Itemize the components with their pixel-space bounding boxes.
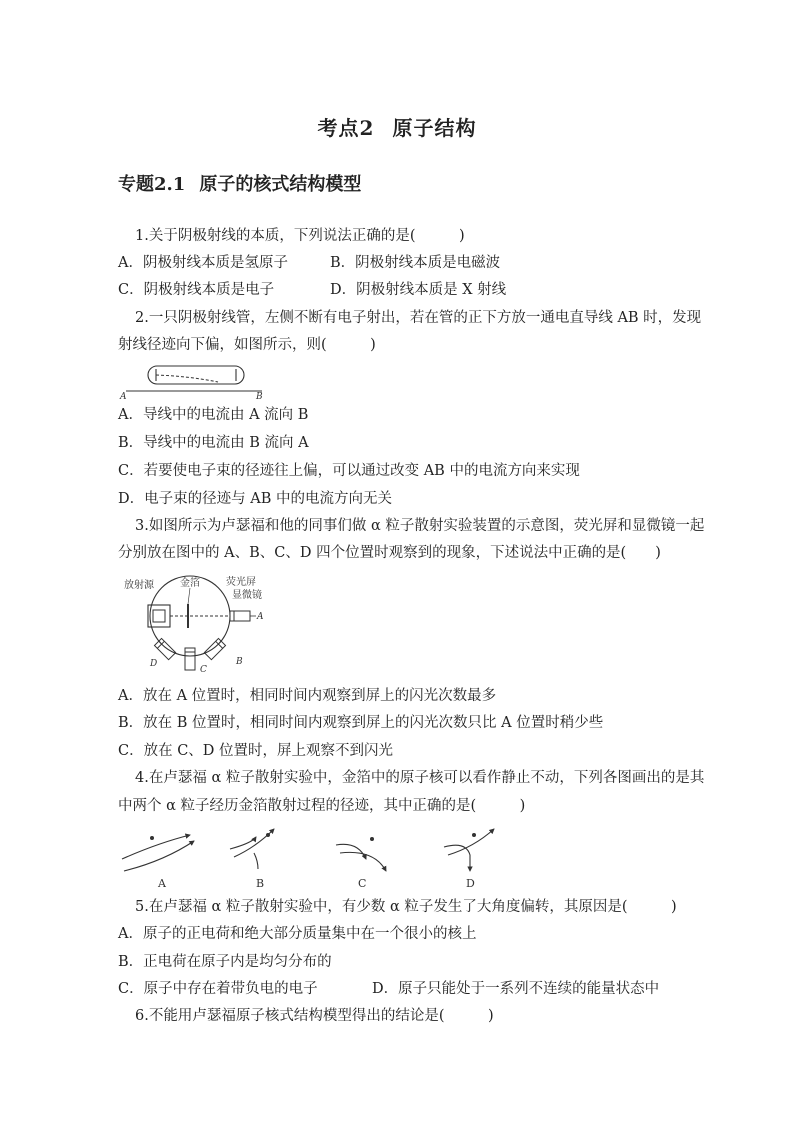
q2-option-a: A．导线中的电流由 A 流向 B <box>118 407 309 423</box>
section-title <box>118 170 361 196</box>
q2-option-c: C．若要使电子束的径迹往上偏，可以通过改变 AB 中的电流方向来实现 <box>118 463 580 479</box>
q5-option-a: A．原子的正电荷和绝大部分质量集中在一个很小的核上 <box>118 926 477 942</box>
q5-option-d: D．原子只能处于一系列不连续的能量状态中 <box>372 981 660 997</box>
position-b-label: B <box>236 657 243 667</box>
position-a-label: A <box>257 612 264 622</box>
path-diagram-d <box>444 829 494 890</box>
q2-stem-line2: 射线径迹向下偏，如图所示，则( ) <box>118 337 376 353</box>
q3-option-b: B．放在 B 位置时，相同时间内观察到屏上的闪光次数只比 A 位置时稍少些 <box>118 715 604 731</box>
title-part2: 原子结构 <box>392 116 477 140</box>
diagram-c-label: C <box>358 877 367 890</box>
diagram-d-label: D <box>466 877 475 890</box>
screen-label: 荧光屏 <box>226 577 256 588</box>
path-diagram-b <box>230 829 274 890</box>
q5-option-c: C．原子中存在着带负电的电子 <box>118 981 318 997</box>
nucleus-c <box>370 837 374 841</box>
q3-option-c: C．放在 C、D 位置时，屏上观察不到闪光 <box>118 743 394 759</box>
wire-end-a-label: A <box>120 392 127 402</box>
source-inner <box>153 610 165 622</box>
q2-option-d: D．电子束的径迹与 AB 中的电流方向无关 <box>118 491 392 507</box>
cathode-ray-tube-figure <box>118 362 278 402</box>
q1-stem: 1.关于阴极射线的本质，下列说法正确的是( ) <box>135 228 465 244</box>
foil-label: 金箔 <box>180 578 200 589</box>
source-label: 放射源 <box>124 580 154 591</box>
q3-stem-line2: 分别放在图中的 A、B、C、D 四个位置时观察到的现象，下述说法中正确的是( ) <box>118 545 661 561</box>
q2-option-b: B．导线中的电流由 B 流向 A <box>118 435 309 451</box>
wire-end-b-label: B <box>256 392 263 402</box>
q1-option-a: A．阴极射线本质是氢原子 <box>118 255 288 271</box>
q6-stem: 6.不能用卢瑟福原子核式结构模型得出的结论是( ) <box>135 1008 494 1024</box>
diagram-b-label: B <box>256 877 265 890</box>
section-name: 原子的核式结构模型 <box>199 174 362 195</box>
nucleus-a <box>150 836 154 840</box>
detector-b <box>204 638 225 659</box>
electron-beam-path <box>156 375 218 382</box>
section-number: 专题2.1 <box>118 174 186 195</box>
foil-leader <box>188 588 190 604</box>
scattering-paths-figure <box>118 825 518 893</box>
q1-option-d: D．阴极射线本质是 X 射线 <box>330 282 507 298</box>
diagram-a-label: A <box>158 877 166 890</box>
q5-stem: 5.在卢瑟福 α 粒子散射实验中，有少数 α 粒子发生了大角度偏转，其原因是( ) <box>135 899 677 915</box>
position-d-label: D <box>150 659 158 669</box>
detector-a <box>230 611 250 621</box>
q4-stem-line2: 中两个 α 粒子经历金箔散射过程的径迹，其中正确的是( ) <box>118 798 526 814</box>
q3-stem-line1: 3.如图所示为卢瑟福和他的同事们做 α 粒子散射实验装置的示意图，荧光屏和显微镜一起 <box>135 518 705 534</box>
q2-stem-line1: 2.一只阴极射线管，左侧不断有电子射出，若在管的正下方放一通电直导线 AB 时，发现 <box>135 310 702 326</box>
microscope-label: 显微镜 <box>232 590 262 601</box>
q4-stem-line1: 4.在卢瑟福 α 粒子散射实验中，金箔中的原子核可以看作静止不动，下列各图画出的是其 <box>135 770 705 786</box>
alpha-scattering-apparatus-figure <box>118 572 268 677</box>
title-part1: 考点2 <box>317 116 375 140</box>
position-c-label: C <box>200 665 207 675</box>
q3-option-a: A．放在 A 位置时，相同时间内观察到屏上的闪光次数最多 <box>118 688 497 704</box>
page-title <box>0 112 794 141</box>
q1-option-b: B．阴极射线本质是电磁波 <box>330 255 501 271</box>
q1-option-c: C．阴极射线本质是电子 <box>118 282 275 298</box>
detector-d <box>154 638 175 659</box>
nucleus-d <box>472 833 476 837</box>
path-diagram-c <box>336 837 386 890</box>
q5-option-b: B．正电荷在原子内是均匀分布的 <box>118 954 332 970</box>
detector-c <box>185 648 195 670</box>
path-diagram-a <box>122 835 194 890</box>
